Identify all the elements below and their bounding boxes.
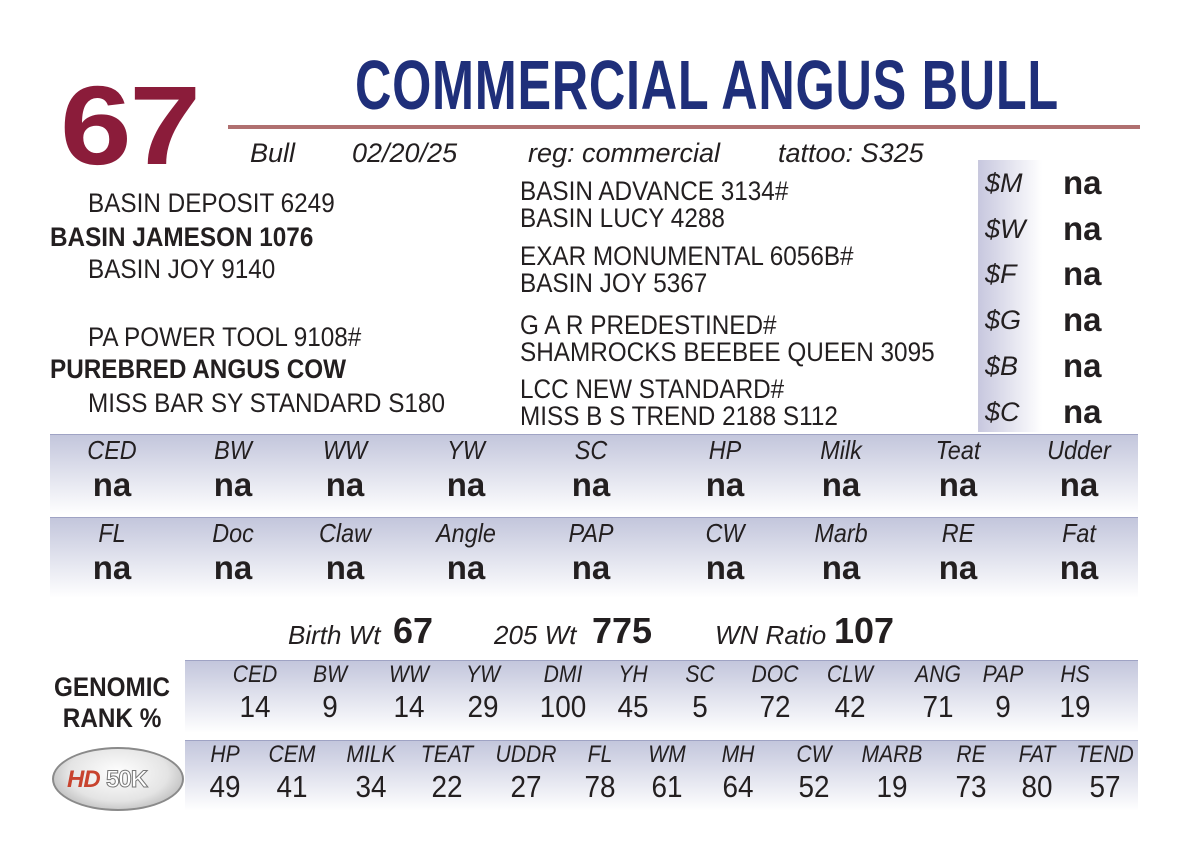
genomic-cell: [407, 741, 487, 805]
sire-dam: BASIN JOY 9140: [88, 254, 276, 284]
epd-cell: [285, 518, 405, 587]
index-label: $B: [985, 351, 1019, 381]
epd-label: Doc: [212, 518, 254, 548]
genomic-cell: [443, 661, 523, 725]
genomic-value: 72: [759, 689, 791, 724]
epd-cell: [52, 435, 172, 504]
genomic-cell: [215, 661, 295, 725]
epd-cell: [1019, 518, 1139, 587]
epd-cell: [665, 435, 785, 504]
epd-label: RE: [941, 518, 975, 548]
genomic-label: TEND: [1076, 741, 1134, 768]
epd-cell: [665, 518, 785, 587]
sire-sire: BASIN DEPOSIT 6249: [88, 188, 335, 218]
epd-label: CW: [705, 518, 745, 548]
index-label: $W: [985, 214, 1026, 244]
genomic-value: 29: [467, 689, 499, 724]
genomic-value: 49: [209, 769, 241, 804]
genomic-cell: [523, 661, 603, 725]
epd-value: na: [92, 466, 132, 503]
genomic-value: 27: [510, 769, 542, 804]
genomic-value: 64: [722, 769, 754, 804]
epd-cell: [781, 518, 901, 587]
epd-label: SC: [574, 435, 608, 465]
genomic-cell: [252, 741, 332, 805]
genomic-value: 100: [539, 689, 587, 724]
index-row: [979, 206, 1137, 252]
epd-value: na: [1059, 549, 1099, 586]
genomic-cell: [735, 661, 815, 725]
index-label: $C: [985, 397, 1020, 427]
epd-value: na: [325, 466, 365, 503]
epd-value: na: [821, 466, 861, 503]
genomic-label: MH: [721, 741, 755, 768]
genomic-label: DMI: [543, 661, 583, 688]
genomic-label: CED: [232, 661, 278, 688]
genomic-value: 80: [1021, 769, 1053, 804]
genomic-value: 73: [955, 769, 987, 804]
epd-label: Claw: [318, 518, 372, 548]
epd-label: Milk: [820, 435, 862, 465]
epd-label: Angle: [436, 518, 496, 548]
epd-label: Marb: [814, 518, 868, 548]
wt205-value: 775: [592, 610, 653, 651]
birth-wt-label: Birth Wt: [288, 620, 381, 650]
genomic-value: 57: [1089, 769, 1121, 804]
genomic-cell: [852, 741, 932, 805]
genomic-label: WW: [389, 661, 429, 688]
genomic-label: CEM: [268, 741, 316, 768]
wn-ratio-label: WN Ratio: [715, 620, 827, 650]
genomic-cell: [331, 741, 411, 805]
genomic-cell: [290, 661, 370, 725]
dam-sire-sire: G A R PREDESTINED#: [520, 310, 777, 340]
genomic-value: 22: [431, 769, 463, 804]
index-label: $G: [985, 305, 1022, 335]
tattoo: tattoo: S325: [778, 138, 924, 168]
epd-value: na: [92, 549, 132, 586]
genomic-label-line1: GENOMIC: [54, 672, 171, 702]
epd-value: na: [446, 549, 486, 586]
index-row: [979, 343, 1137, 389]
sire-sire-sire: BASIN ADVANCE 3134#: [520, 176, 789, 206]
epd-cell: [531, 435, 651, 504]
index-row: [979, 251, 1137, 297]
genomic-value: 61: [651, 769, 683, 804]
index-value: na: [1063, 255, 1102, 292]
registration: reg: commercial: [528, 138, 721, 168]
epd-cell: [898, 518, 1018, 587]
index-value: na: [1063, 210, 1102, 247]
epd-cell: [285, 435, 405, 504]
epd-value: na: [325, 549, 365, 586]
genomic-cell: [774, 741, 854, 805]
genomic-cell: [810, 661, 890, 725]
genomic-cell: [1035, 661, 1115, 725]
genomic-label: TEAT: [420, 741, 474, 768]
sire: BASIN JAMESON 1076: [50, 222, 314, 252]
genomic-cell: [369, 661, 449, 725]
logo-hd-text: HD: [67, 766, 100, 793]
index-value: na: [1063, 347, 1102, 384]
epd-label: YW: [447, 435, 485, 465]
genomic-cell: [486, 741, 566, 805]
genomic-value: 14: [393, 689, 425, 724]
epd-label: Fat: [1062, 518, 1096, 548]
epd-label: CED: [87, 435, 137, 465]
dam: PUREBRED ANGUS COW: [50, 354, 347, 384]
genomic-label: MILK: [346, 741, 396, 768]
page-title: COMMERCIAL ANGUS BULL: [355, 46, 1059, 124]
birth-wt-value: 67: [393, 610, 434, 651]
epd-row-2: [50, 517, 1138, 598]
genomic-label: PAP: [982, 661, 1024, 688]
genomic-value: 14: [239, 689, 271, 724]
sire-dam-sire: EXAR MONUMENTAL 6056B#: [520, 241, 854, 271]
genomic-label: FL: [587, 741, 613, 768]
genomic-label: YW: [465, 661, 501, 688]
epd-value: na: [821, 549, 861, 586]
epd-value: na: [213, 466, 253, 503]
epd-value: na: [571, 549, 611, 586]
genomic-value: 71: [922, 689, 954, 724]
genomic-label: ANG: [915, 661, 961, 688]
genomic-rank-label: [54, 672, 170, 733]
genomic-value: 19: [1059, 689, 1091, 724]
genomic-label: CLW: [826, 661, 874, 688]
genomic-value: 34: [355, 769, 387, 804]
genomic-label: MARB: [861, 741, 923, 768]
genomic-label: HS: [1060, 661, 1090, 688]
epd-label: BW: [214, 435, 252, 465]
genomic-label: YH: [618, 661, 648, 688]
hd50k-logo: [52, 747, 184, 811]
genomic-row-2: [185, 740, 1138, 811]
epd-value: na: [705, 466, 745, 503]
epd-cell: [406, 518, 526, 587]
sex: Bull: [250, 138, 296, 168]
genomic-label: UDDR: [495, 741, 557, 768]
index-value: na: [1063, 164, 1102, 201]
dam-dam-sire: LCC NEW STANDARD#: [520, 374, 785, 404]
birthdate: 02/20/25: [352, 138, 458, 168]
genomic-label: DOC: [751, 661, 799, 688]
epd-cell: [531, 518, 651, 587]
dam-dam: MISS BAR SY STANDARD S180: [88, 388, 445, 418]
genomic-label: FAT: [1018, 741, 1056, 768]
genomic-label: CW: [796, 741, 832, 768]
sire-sire-dam: BASIN LUCY 4288: [520, 203, 725, 233]
dollar-index-panel: [978, 160, 1137, 432]
lot-number: 67: [60, 63, 199, 188]
genomic-cell: [698, 741, 778, 805]
genomic-label: SC: [685, 661, 715, 688]
dam-sire-dam: SHAMROCKS BEEBEE QUEEN 3095: [520, 337, 935, 367]
epd-label: Udder: [1047, 435, 1111, 465]
epd-label: PAP: [568, 518, 614, 548]
epd-row-1: [50, 434, 1138, 515]
epd-value: na: [213, 549, 253, 586]
genomic-label: HP: [210, 741, 240, 768]
dam-dam-dam: MISS B S TREND 2188 S112: [520, 401, 838, 431]
genomic-cell: [963, 661, 1043, 725]
genomic-label: BW: [312, 661, 348, 688]
index-value: na: [1063, 393, 1102, 430]
wt205-label: 205 Wt: [494, 620, 577, 650]
epd-value: na: [571, 466, 611, 503]
epd-value: na: [938, 549, 978, 586]
genomic-label: RE: [956, 741, 986, 768]
genomic-cell: [627, 741, 707, 805]
epd-value: na: [938, 466, 978, 503]
epd-cell: [173, 435, 293, 504]
index-row: [979, 297, 1137, 343]
dam-sire: PA POWER TOOL 9108#: [88, 322, 362, 352]
epd-value: na: [1059, 466, 1099, 503]
epd-cell: [781, 435, 901, 504]
epd-label: HP: [708, 435, 742, 465]
genomic-label: WM: [648, 741, 686, 768]
genomic-value: 19: [876, 769, 908, 804]
genomic-value: 9: [995, 689, 1011, 724]
index-label: $F: [985, 259, 1017, 289]
epd-label: FL: [98, 518, 126, 548]
genomic-value: 78: [584, 769, 616, 804]
wn-ratio-value: 107: [834, 610, 895, 651]
genomic-cell: [1065, 741, 1145, 805]
epd-value: na: [446, 466, 486, 503]
index-row: [979, 160, 1137, 206]
index-value: na: [1063, 301, 1102, 338]
genomic-value: 9: [322, 689, 338, 724]
genomic-label-line2: RANK %: [62, 702, 162, 733]
title-rule: [228, 125, 1140, 129]
genomic-row-1: [185, 660, 1138, 733]
index-label: $M: [985, 168, 1023, 198]
sire-dam-dam: BASIN JOY 5367: [520, 268, 708, 298]
epd-cell: [898, 435, 1018, 504]
genomic-value: 52: [798, 769, 830, 804]
genomic-value: 5: [692, 689, 708, 724]
epd-cell: [1019, 435, 1139, 504]
epd-label: WW: [322, 435, 368, 465]
epd-cell: [173, 518, 293, 587]
logo-50k-text: 50K: [106, 766, 148, 793]
genomic-value: 41: [276, 769, 308, 804]
epd-value: na: [705, 549, 745, 586]
epd-label: Teat: [935, 435, 981, 465]
genomic-value: 45: [617, 689, 649, 724]
index-row: [979, 389, 1137, 435]
genomic-cell: [660, 661, 740, 725]
epd-cell: [406, 435, 526, 504]
genomic-value: 42: [834, 689, 866, 724]
epd-cell: [52, 518, 172, 587]
